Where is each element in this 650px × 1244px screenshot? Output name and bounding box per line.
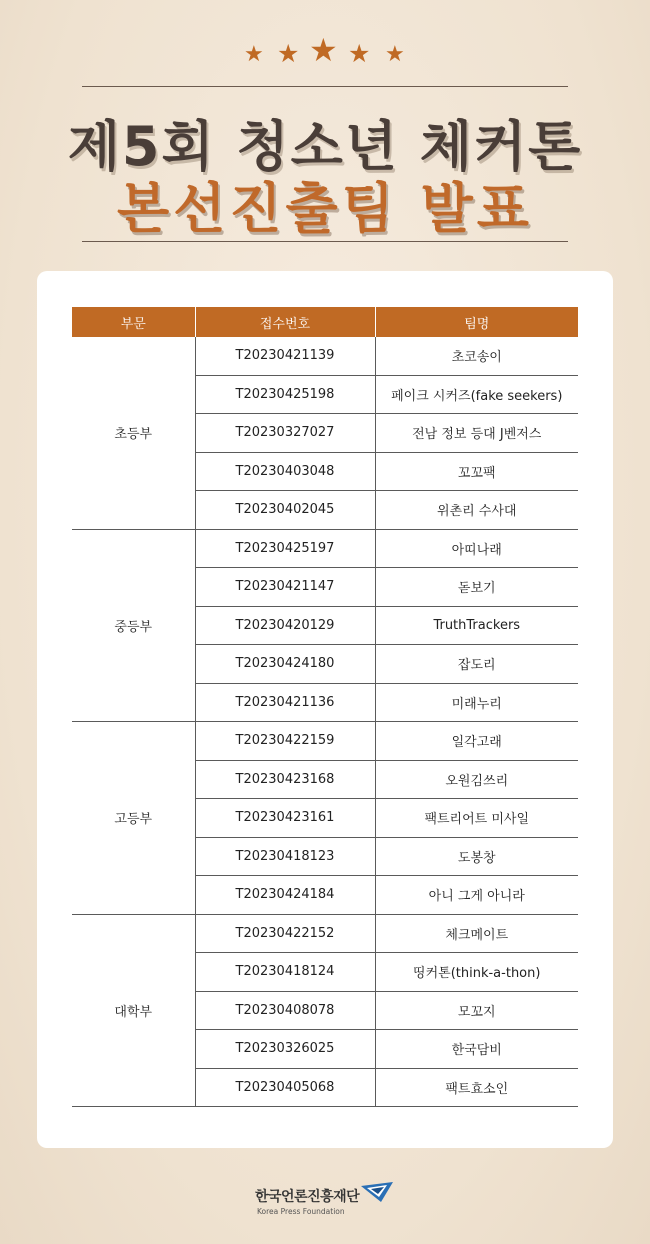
registration-number: T20230418124 [195, 953, 375, 992]
star-icon: ★ [309, 31, 338, 69]
foundation-logo-icon [359, 1180, 395, 1206]
registration-number: T20230424180 [195, 645, 375, 684]
registration-number: T20230418123 [195, 837, 375, 876]
registration-number: T20230425198 [195, 375, 375, 414]
team-name: 전남 정보 등대 J벤저스 [375, 414, 578, 453]
registration-number: T20230424184 [195, 876, 375, 915]
org-name-en: Korea Press Foundation [257, 1207, 345, 1216]
team-name: 도봉창 [375, 837, 578, 876]
star-icon: ★ [277, 39, 300, 68]
team-name: 오원김쓰리 [375, 760, 578, 799]
footer-logo [255, 1186, 405, 1220]
column-header-id: 접수번호 [195, 307, 375, 337]
top-divider [82, 86, 568, 87]
team-name: 팩트효소인 [375, 1068, 578, 1107]
registration-number: T20230422159 [195, 722, 375, 761]
registration-number: T20230421139 [195, 337, 375, 375]
table-row [72, 529, 578, 568]
registration-number: T20230425197 [195, 529, 375, 568]
team-name: 모꼬지 [375, 991, 578, 1030]
registration-number: T20230402045 [195, 491, 375, 530]
registration-number: T20230408078 [195, 991, 375, 1030]
team-name: 위촌리 수사대 [375, 491, 578, 530]
registration-number: T20230405068 [195, 1068, 375, 1107]
bottom-divider [82, 241, 568, 242]
table-row [72, 914, 578, 953]
page-subtitle: 본선진출팀 발표 [117, 177, 533, 240]
team-name: 아띠나래 [375, 529, 578, 568]
team-name: 팩트리어트 미사일 [375, 799, 578, 838]
team-name: 띵커톤(think-a-thon) [375, 953, 578, 992]
column-header-team: 팀명 [375, 307, 578, 337]
finalist-table [72, 307, 578, 1107]
registration-number: T20230423161 [195, 799, 375, 838]
star-icon: ★ [385, 42, 405, 67]
team-name: 꼬꼬팩 [375, 452, 578, 491]
team-name: 페이크 시커즈(fake seekers) [375, 375, 578, 414]
category-cell: 초등부 [72, 337, 195, 529]
table-row [72, 337, 578, 375]
star-icon: ★ [348, 39, 371, 68]
registration-number: T20230422152 [195, 914, 375, 953]
star-rating-decoration [0, 31, 650, 74]
page-title: 제5회 청소년 체커톤 [67, 115, 583, 178]
registration-number: T20230326025 [195, 1030, 375, 1069]
registration-number: T20230421136 [195, 683, 375, 722]
column-header-category: 부문 [72, 307, 195, 337]
team-name: 미래누리 [375, 683, 578, 722]
category-cell: 중등부 [72, 529, 195, 722]
category-cell: 대학부 [72, 914, 195, 1107]
registration-number: T20230403048 [195, 452, 375, 491]
category-cell: 고등부 [72, 722, 195, 915]
registration-number: T20230421147 [195, 568, 375, 607]
team-name: 초코송이 [375, 337, 578, 375]
team-name: 돋보기 [375, 568, 578, 607]
team-name: 한국담비 [375, 1030, 578, 1069]
table-header-row [72, 307, 578, 337]
registration-number: T20230327027 [195, 414, 375, 453]
team-name: TruthTrackers [375, 606, 578, 645]
registration-number: T20230420129 [195, 606, 375, 645]
team-name: 일각고래 [375, 722, 578, 761]
team-name: 잡도리 [375, 645, 578, 684]
registration-number: T20230423168 [195, 760, 375, 799]
star-icon: ★ [244, 42, 264, 67]
org-name-kr: 한국언론진흥재단 [255, 1189, 360, 1205]
team-name: 체크메이트 [375, 914, 578, 953]
team-name: 아니 그게 아니라 [375, 876, 578, 915]
table-row [72, 722, 578, 761]
